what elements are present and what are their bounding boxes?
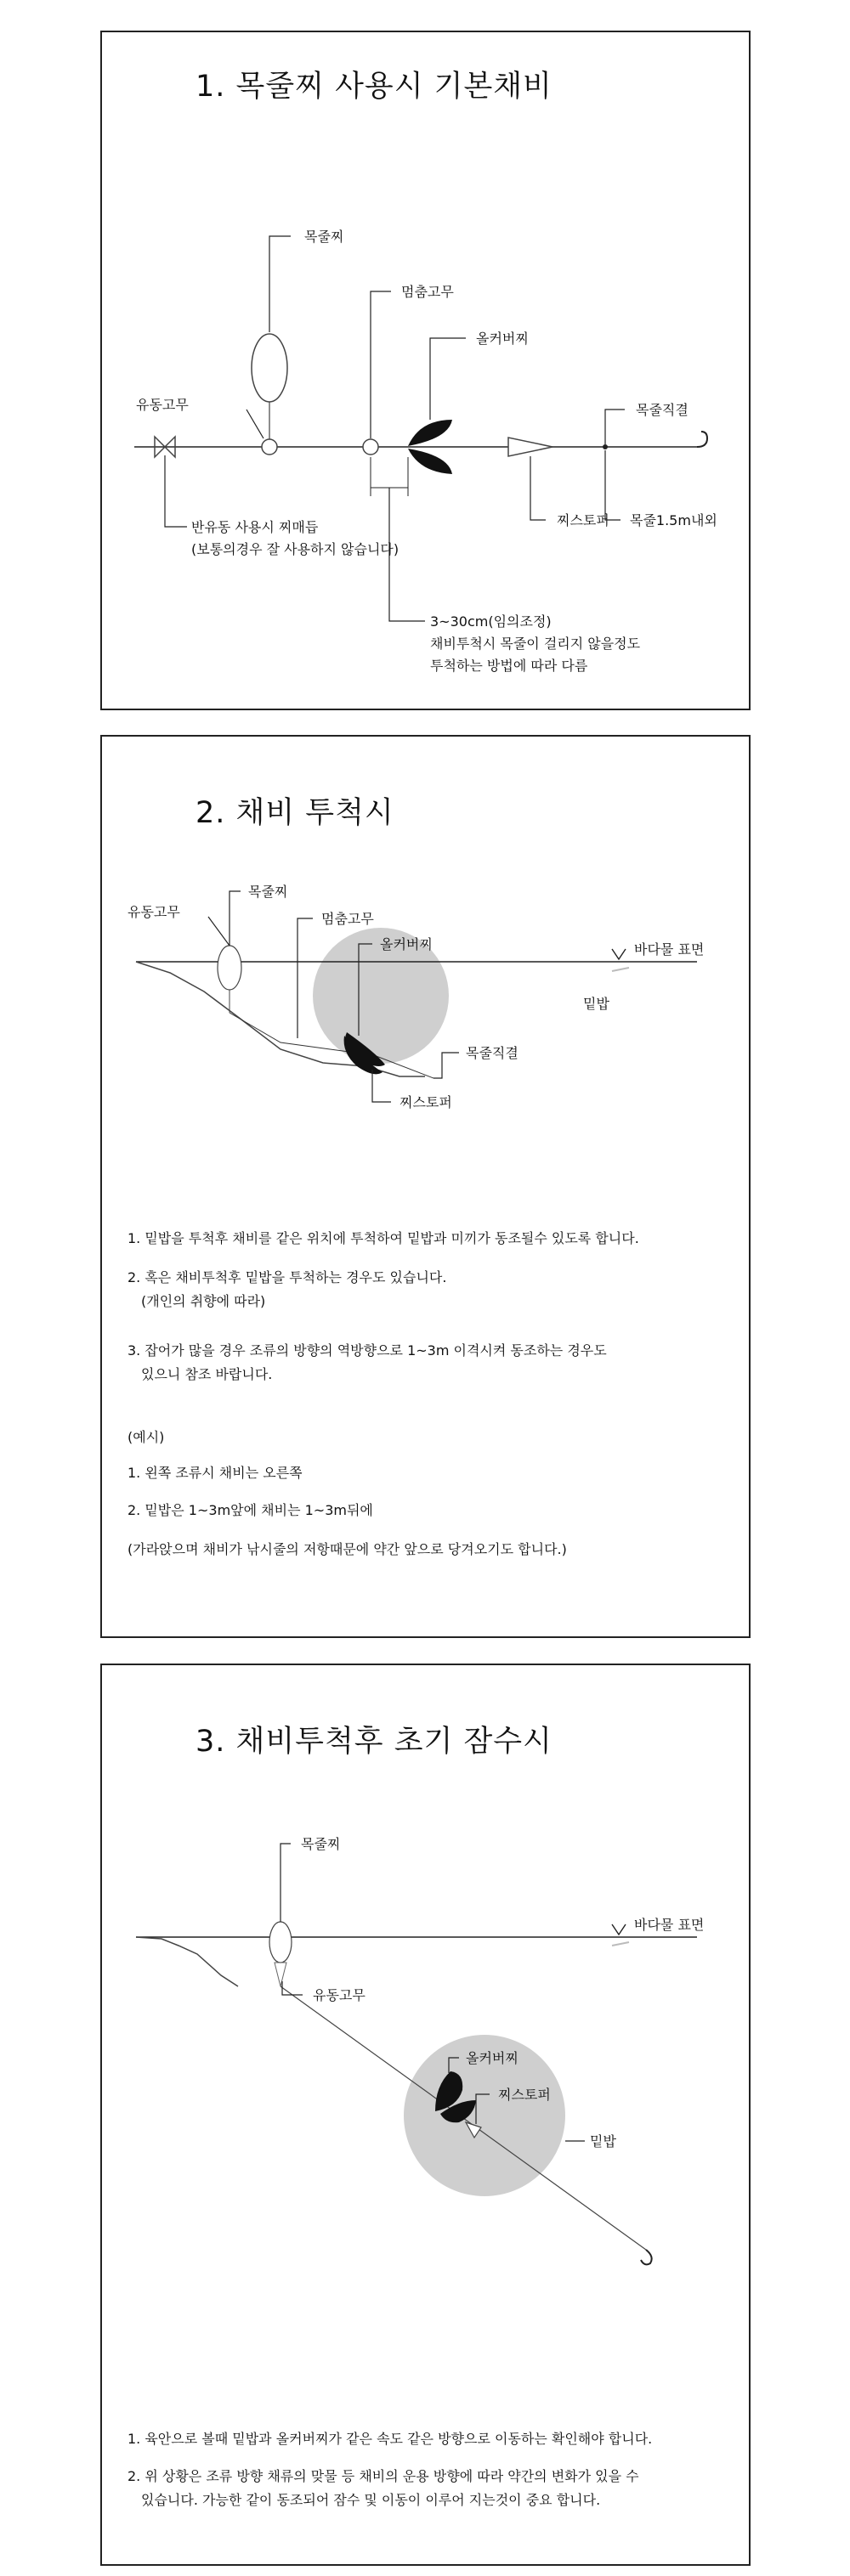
stopper-rubber-icon [363, 439, 378, 455]
leader-float-icon [269, 1922, 292, 1963]
panel-title: 1. 목줄찌 사용시 기본채비 [196, 70, 552, 104]
all-cover-float-top-icon [408, 420, 452, 446]
label-leader-length: 목줄1.5m내외 [630, 512, 717, 528]
label-half-bead-note: (보통의경우 잘 사용하지 않습니다) [191, 541, 400, 557]
note-3: 3. 잡어가 많을 경우 조류의 방향의 역방향으로 1~3m 이격시켜 동조하는 경우도 [128, 1342, 607, 1359]
label-all-cover: 올커버찌 [380, 936, 433, 952]
note-2: 2. 혹은 채비투척후 밑밥을 투척하는 경우도 있습니다. [128, 1269, 447, 1285]
note-2-sub: (개인의 취향에 따라) [141, 1293, 266, 1309]
label-gap-note-1: 채비투척시 목줄이 걸리지 않을정도 [430, 636, 641, 652]
note-2: 2. 위 상황은 조류 방향 채류의 맞물 등 채비의 운용 방향에 따라 약간의 변화가 있을 수 [128, 2468, 639, 2484]
label-stopper-rubber: 멈춤고무 [401, 284, 454, 300]
label-chum: 밑밥 [590, 2133, 616, 2149]
label-bead-rubber: 유동고무 [313, 1987, 366, 2003]
label-leader-float: 목줄찌 [301, 1836, 341, 1852]
leader-knot-dot [603, 444, 608, 449]
label-bead-rubber: 유동고무 [128, 904, 180, 920]
label-leader-float: 목줄찌 [248, 884, 288, 900]
bead-rubber-icon [262, 439, 277, 455]
label-leader-float: 목줄찌 [304, 229, 344, 245]
note-3-sub: 있으니 참조 바랍니다. [141, 1366, 273, 1382]
label-float-stopper: 찌스토퍼 [400, 1094, 452, 1110]
casting-diagram [102, 737, 752, 1144]
leader-float-icon [252, 334, 287, 402]
panel-title: 2. 채비 투척시 [196, 796, 394, 830]
example-heading: (예시) [128, 1429, 165, 1445]
label-leader-knot: 목줄직결 [466, 1045, 518, 1061]
panel-initial-dive [100, 1664, 751, 2566]
hook-icon [697, 432, 707, 447]
example-note: (가라앉으며 채비가 낚시줄의 저항때문에 약간 앞으로 당겨오기도 합니다.) [128, 1541, 567, 1557]
example-1: 1. 왼쪽 조류시 채비는 오른쪽 [128, 1465, 303, 1481]
basic-rig-diagram [102, 32, 752, 712]
label-all-cover: 올커버찌 [466, 2050, 518, 2066]
note-1: 1. 육안으로 볼때 밑밥과 올커버찌가 같은 속도 같은 방향으로 이동하는 확인해야 합니다. [128, 2431, 653, 2447]
panel-title: 3. 채비투척후 초기 잠수시 [196, 1725, 552, 1759]
hook-icon [641, 2250, 652, 2264]
surface-marker-icon [612, 1924, 626, 1935]
leader-float-icon [218, 946, 241, 990]
note-2-sub: 있습니다. 가능한 같이 동조되어 잠수 및 이동이 이루어 지는것이 중요 합니다. [141, 2492, 601, 2508]
surface-marker-icon [612, 949, 626, 959]
sea-floor-line [136, 1937, 238, 1986]
label-leader-knot: 목줄직결 [636, 402, 688, 418]
initial-dive-diagram [102, 1665, 752, 2328]
label-sea-surface: 바다물 표면 [634, 1917, 705, 1933]
note-1: 1. 밑밥을 투척후 채비를 같은 위치에 투척하여 밑밥과 미끼가 동조될수 있도록 합니다. [128, 1230, 639, 1246]
label-float-stopper: 찌스토퍼 [557, 512, 609, 528]
label-gap-note-2: 투척하는 방법에 따라 다름 [430, 658, 588, 674]
label-float-stopper: 찌스토퍼 [498, 2087, 551, 2103]
float-stopper-icon [508, 438, 552, 456]
label-all-cover: 올커버찌 [476, 330, 529, 347]
all-cover-float-bottom-icon [408, 449, 452, 474]
label-gap: 3~30cm(임의조정) [430, 613, 552, 630]
label-half-bead: 반유동 사용시 찌매듭 [191, 519, 319, 535]
panel-casting [100, 735, 751, 1638]
label-chum: 밑밥 [583, 996, 609, 1012]
label-bead-rubber: 유동고무 [136, 397, 189, 413]
panel-basic-rig [100, 31, 751, 710]
example-2: 2. 밑밥은 1~3m앞에 채비는 1~3m뒤에 [128, 1502, 373, 1518]
label-sea-surface: 바다물 표면 [634, 941, 705, 958]
label-stopper-rubber: 멈춤고무 [321, 911, 374, 927]
